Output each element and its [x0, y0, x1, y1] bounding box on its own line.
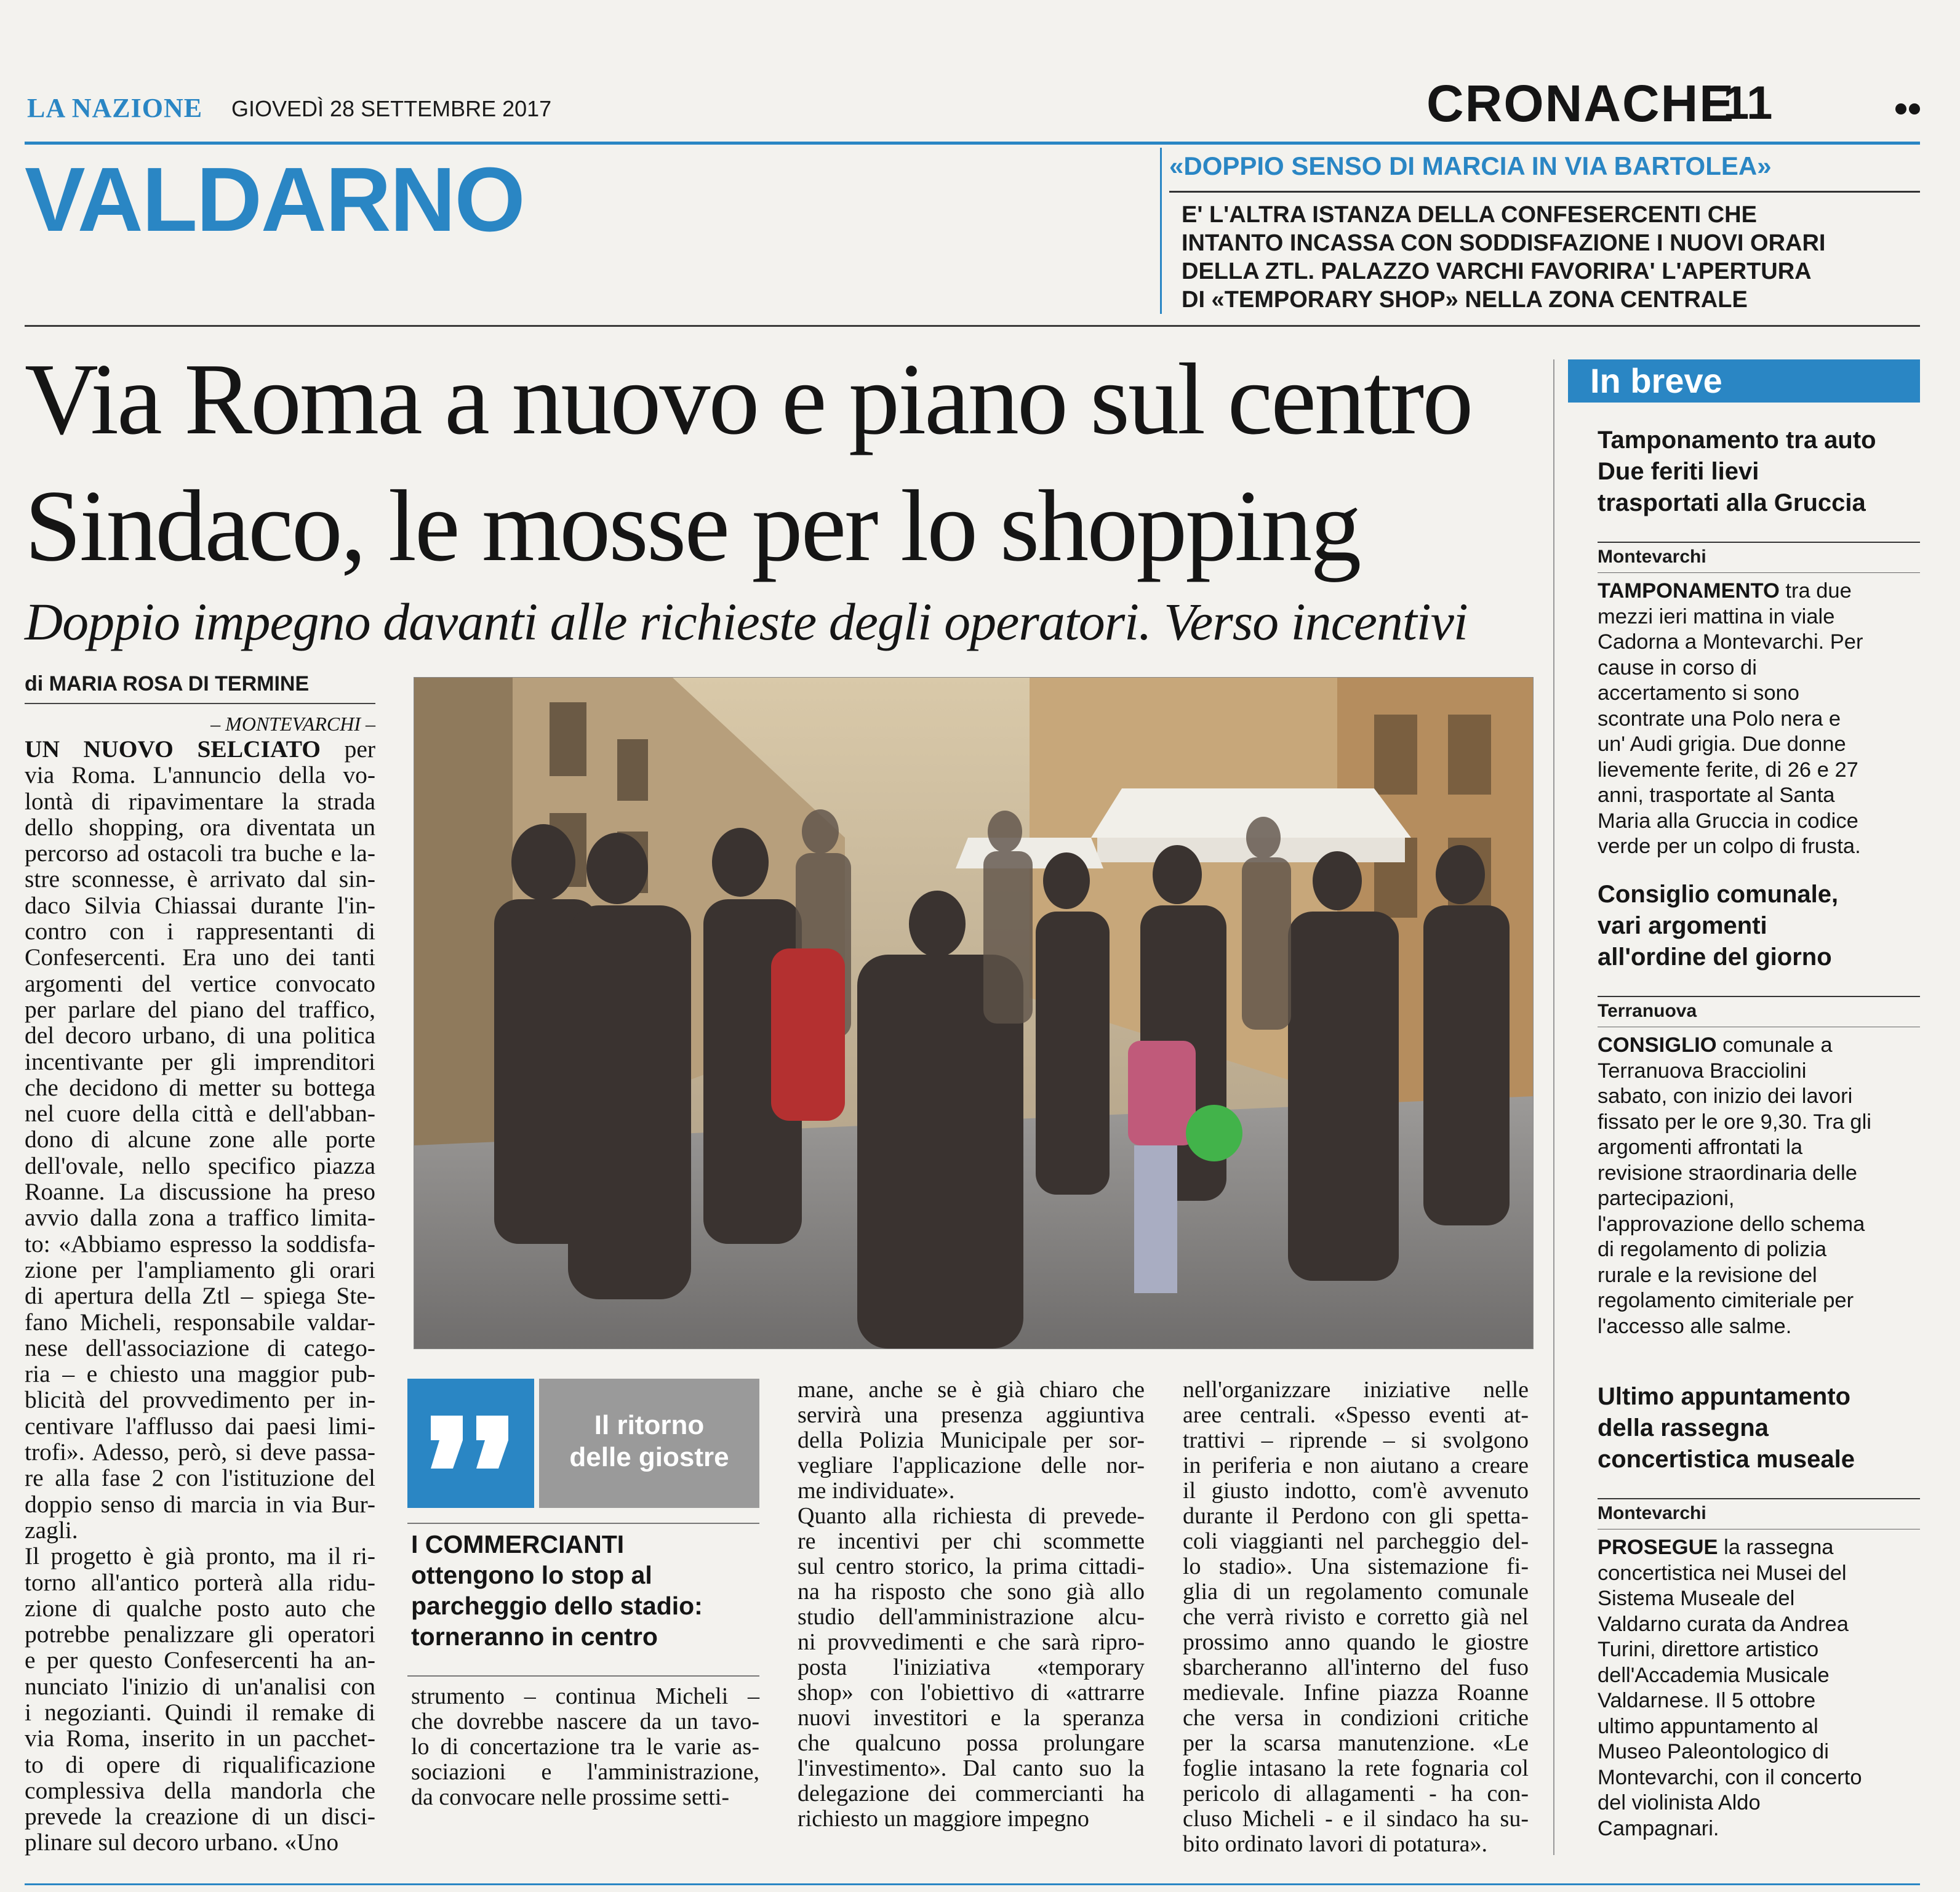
body-line: Maria alla Gruccia in codice	[1598, 809, 1858, 833]
quote-text-line: parcheggio dello stadio:	[411, 1592, 703, 1620]
text-line: Il progetto è già pronto, ma il ri-	[25, 1542, 375, 1570]
body-line: dell'Accademia Musicale	[1598, 1663, 1830, 1687]
byline-rule	[25, 703, 375, 704]
body-line: anni, trasportate al Santa	[1598, 784, 1835, 807]
body-line: regolamento cimiteriale per	[1598, 1289, 1854, 1312]
text-line: potrebbe penalizzare gli operatori	[25, 1621, 375, 1648]
article-column-4	[1183, 1377, 1529, 1857]
text-line: to: «Abbiamo espresso la soddisfa-	[25, 1230, 375, 1257]
inbreve-item-body	[1598, 579, 1920, 860]
quote-label-line: Il ritorno	[594, 1410, 705, 1440]
body-line: accertamento si sono	[1598, 681, 1799, 705]
text-line: della Polizia Municipale per sor-	[798, 1427, 1145, 1453]
inbreve-rule	[1598, 1498, 1920, 1499]
lead-words: CONSIGLIO	[1598, 1033, 1717, 1057]
text-line: trattivi – riprende – si svolgono	[1183, 1427, 1529, 1453]
byline: di MARIA ROSA DI TERMINE	[25, 672, 310, 695]
text-line: stre sconnesse, è arrivato dal sin-	[25, 865, 375, 893]
text-line: mane, anche se è già chiaro che	[798, 1377, 1145, 1403]
title-line: della rassegna	[1598, 1414, 1769, 1441]
quote-rule-bottom	[407, 1675, 759, 1677]
body-line: lievemente ferite, di 26 e 27	[1598, 758, 1858, 782]
body-line: Montevarchi, con il concerto	[1598, 1765, 1862, 1789]
text-line: nell'organizzare iniziative nelle	[1183, 1377, 1529, 1403]
body-line: Terranuova Bracciolini	[1598, 1059, 1807, 1083]
text-line: incentivante per gli imprenditori	[25, 1048, 375, 1075]
text-line: durante il Perdono con gli spetta-	[1183, 1503, 1529, 1529]
footer-rule	[25, 1883, 1920, 1885]
text-line: blicità del provvedimento per in-	[25, 1386, 375, 1414]
text-line: zione per l'ampliamento gli orari	[25, 1256, 375, 1283]
street-photo	[414, 677, 1534, 1349]
text-line: me individuate».	[798, 1478, 955, 1504]
text-line: lo di concertazione tra le varie as-	[411, 1734, 759, 1760]
body-line: Valdarno curata da Andrea	[1598, 1612, 1849, 1636]
topbox-rule	[1169, 191, 1920, 193]
text-line: i negozianti. Quindi il remake di	[25, 1698, 375, 1726]
inbreve-rule	[1598, 572, 1920, 573]
lead-words: UN NUOVO SELCIATO	[25, 736, 321, 763]
inbreve-item-title	[1598, 425, 1920, 519]
text-line: posta l'iniziativa «temporary	[798, 1654, 1145, 1680]
text-line: to di opere di riqualificazione	[25, 1750, 375, 1778]
text-line: UN NUOVO SELCIATO per	[25, 736, 376, 763]
text-line: per parlare del piano del traffico,	[25, 995, 375, 1023]
text-line: zione di qualche posto auto che	[25, 1594, 375, 1622]
text-line: richiesto un maggiore impegno	[798, 1806, 1089, 1832]
text-line: strumento – continua Micheli –	[411, 1683, 759, 1709]
text-line: doppio senso di marcia in via Bur-	[25, 1490, 375, 1518]
newspaper-name: LA NAZIONE	[27, 93, 203, 123]
text-line: sbarcheranno all'interno del fuso	[1183, 1654, 1529, 1680]
text-line: del decoro urbano, di una politica	[25, 1022, 375, 1049]
text-line: plinare sul decoro urbano. «Uno	[25, 1829, 339, 1856]
lead-words: TAMPONAMENTO	[1598, 579, 1780, 603]
text-line: che versa in condizioni critiche	[1183, 1705, 1529, 1731]
text-line: vegliare l'applicazione delle nor-	[798, 1453, 1145, 1478]
quote-icon	[407, 1379, 534, 1508]
text-line: re alla fase 2 con l'istituzione del	[25, 1464, 375, 1492]
inbreve-rule	[1598, 542, 1920, 543]
topbox-title: «DOPPIO SENSO DI MARCIA IN VIA BARTOLEA»	[1169, 151, 1772, 180]
quote-marks-icon	[407, 1379, 534, 1508]
body-line: Campagnari.	[1598, 1816, 1719, 1840]
inbreve-item-body	[1598, 1535, 1920, 1842]
text-line: coli viaggianti nel parcheggio del-	[1183, 1528, 1529, 1554]
text-line: che dovrebbe nascere da un tavo-	[411, 1709, 759, 1734]
text-line: avvio dalla zona a traffico limita-	[25, 1204, 375, 1232]
body-line: TAMPONAMENTO tra due	[1598, 579, 1852, 603]
text-line: zagli.	[25, 1516, 78, 1544]
quote-text-line: ottengono lo stop al	[411, 1561, 652, 1589]
headline-line: Sindaco, le mosse per lo shopping	[25, 469, 1360, 582]
lead-words: PROSEGUE	[1598, 1536, 1718, 1559]
text-line: che qualcuno possa prolungare	[798, 1730, 1145, 1756]
title-line: Consiglio comunale,	[1598, 881, 1839, 908]
text-line: via Roma, inserito in un pacchet-	[25, 1725, 375, 1752]
text-line: nunciato l'inizio di un'analisi con	[25, 1672, 375, 1700]
text-line: nel cuore della città e dell'abban-	[25, 1100, 375, 1128]
body-line: scontrate una Polo nera e	[1598, 707, 1841, 731]
corner-dots-icon	[1895, 103, 1921, 117]
text-line: percorso ad ostacoli tra buche e la-	[25, 840, 375, 867]
quote-label	[539, 1379, 759, 1508]
topbox-body	[1182, 201, 1920, 314]
text-line: per la scarsa manutenzione. «Le	[1183, 1730, 1529, 1756]
inbreve-header: In breve	[1568, 359, 1920, 403]
inbreve-item-body	[1598, 1033, 1920, 1339]
text-line: via Roma. L'annuncio della vo-	[25, 761, 375, 789]
text-line: nuovi investitori e la speranza	[798, 1705, 1145, 1731]
text-line: prevede la creazione di un disci-	[25, 1803, 375, 1830]
inbreve-place: Montevarchi	[1598, 547, 1706, 567]
page-number: 11	[1723, 77, 1773, 129]
article-column-1	[25, 736, 375, 1856]
text-line: il giusto indotto, com'è avvenuto	[1183, 1478, 1529, 1504]
text-line: medievale. Infine piazza Roanne	[1183, 1680, 1529, 1706]
text-line: complessiva della mandorla che	[25, 1776, 375, 1804]
body-line: partecipazioni,	[1598, 1187, 1735, 1210]
title-line: concertistica museale	[1598, 1446, 1855, 1473]
quote-text	[411, 1529, 759, 1652]
quote-rule	[407, 1523, 759, 1524]
body-line: cause in corso di	[1598, 655, 1757, 679]
body-line: Cadorna a Montevarchi. Per	[1598, 630, 1863, 654]
text-line: dello shopping, ora diventata un	[25, 813, 375, 841]
body-line: l'approvazione dello schema	[1598, 1212, 1865, 1236]
issue-date: GIOVEDÌ 28 SETTEMBRE 2017	[231, 96, 552, 121]
text-line: centivare l'afflusso dai paesi limi-	[25, 1412, 375, 1440]
text-line: pericolo di allagamenti - ha con-	[1183, 1781, 1529, 1806]
article-column-2	[411, 1684, 759, 1810]
text-line: aree centrali. «Spesso eventi at-	[1183, 1402, 1529, 1428]
text-line: bito ordinato lavori di potatura».	[1183, 1831, 1487, 1857]
body-line: fissato per le ore 9,30. Tra gli	[1598, 1110, 1871, 1134]
text-line: che verrà rivisto e corretto già nel	[1183, 1604, 1529, 1630]
inbreve-rule	[1598, 996, 1920, 997]
body-line: CONSIGLIO comunale a	[1598, 1033, 1833, 1057]
text-line: e per questo Confesercenti ha an-	[25, 1646, 375, 1674]
headline-line: Via Roma a nuovo e piano sul centro	[25, 342, 1472, 455]
text-line: sul centro storico, la prima cittadi-	[798, 1553, 1145, 1579]
text-line: torno all'antico porterà alla ridu-	[25, 1568, 375, 1596]
text-line: che decidono di metter su bottega	[25, 1073, 375, 1101]
text-line: lontà di ripavimentare la strada	[25, 787, 375, 815]
topbox-divider	[1160, 148, 1162, 314]
topbox-line: INTANTO INCASSA CON SODDISFAZIONE I NUOVI ORARI	[1182, 230, 1826, 256]
section-name: CRONACHE	[1426, 74, 1735, 132]
text-line: argomenti del vertice convocato	[25, 969, 375, 997]
text-line: dono di alcune zone alle porte	[25, 1126, 375, 1153]
body-line: Sistema Museale del	[1598, 1587, 1795, 1610]
title-line: trasportati alla Gruccia	[1598, 489, 1866, 516]
title-line: Ultimo appuntamento	[1598, 1383, 1851, 1410]
text-line: l'investimento». Dal canto suo la	[798, 1755, 1145, 1781]
title-line: all'ordine del giorno	[1598, 944, 1832, 971]
dateline: – MONTEVARCHI –	[210, 713, 375, 735]
title-line: Due feriti lievi	[1598, 458, 1759, 485]
street-crowd-illustration	[414, 678, 1534, 1349]
text-line: delegazione dei commercianti ha	[798, 1781, 1145, 1806]
body-line: mezzi ieri mattina in viale	[1598, 604, 1835, 628]
body-line: l'accesso alle salme.	[1598, 1314, 1792, 1338]
text-line: studio dell'amministrazione alcu-	[798, 1604, 1145, 1630]
body-line: un' Audi grigia. Due donne	[1598, 732, 1846, 756]
text-line: sociazioni e l'amministrazione,	[411, 1759, 759, 1785]
text-line: prossimo anno quando le giostre	[1183, 1629, 1529, 1655]
text-line: shop» con l'obiettivo di «attrarre	[798, 1680, 1145, 1706]
text-line: trofi». Adesso, però, si deve passa-	[25, 1438, 375, 1466]
text-line: glia di un regolamento comunale	[1183, 1579, 1529, 1605]
text-line: daco Silvia Chiassai durante l'in-	[25, 891, 375, 919]
body-line: verde per un colpo di frusta.	[1598, 835, 1861, 858]
body-line: del violinista Aldo	[1598, 1791, 1761, 1814]
text-line: fano Micheli, responsabile valdar-	[25, 1308, 375, 1336]
topbox-line: DELLA ZTL. PALAZZO VARCHI FAVORIRA' L'APERTURA	[1182, 259, 1812, 284]
topbox-line: DI «TEMPORARY SHOP» NELLA ZONA CENTRALE	[1182, 287, 1748, 313]
text-line: Quanto alla richiesta di prevede-	[798, 1503, 1145, 1529]
header-rule	[25, 325, 1920, 327]
sidebar-divider	[1553, 359, 1554, 1855]
quote-text-line: torneranno in centro	[411, 1622, 658, 1651]
article-headline	[25, 335, 1538, 589]
body-line: sabato, con inizio dei lavori	[1598, 1084, 1853, 1108]
article-subhead: Doppio impegno davanti alle richieste degli operatori. Verso incentivi	[25, 592, 1468, 651]
body-line: ultimo appuntamento al	[1598, 1714, 1818, 1738]
region-title: VALDARNO	[25, 149, 524, 251]
text-line: di apertura della Ztl – spiega Ste-	[25, 1282, 375, 1310]
text-line: dell'ovale, nello specifico piazza	[25, 1152, 375, 1179]
text-line: servirà una presenza aggiuntiva	[798, 1402, 1145, 1428]
text-line: Confesercenti. Era uno dei tanti	[25, 944, 375, 971]
text-line: re incentivi per chi scommette	[798, 1528, 1145, 1554]
inbreve-item-title	[1598, 1381, 1920, 1475]
article-column-3	[798, 1377, 1145, 1832]
text-line: da convocare nelle prossime setti-	[411, 1784, 730, 1810]
text-line: foglie intasano la rete fognaria col	[1183, 1755, 1529, 1781]
text-line: na ha risposto che sono già allo	[798, 1579, 1145, 1605]
inbreve-place: Terranuova	[1598, 1001, 1697, 1021]
text-line: cluso Micheli - e il sindaco ha su-	[1183, 1806, 1529, 1832]
text-line: in periferia e non aiutano a creare	[1183, 1453, 1529, 1478]
text-line: nese dell'associazione di catego-	[25, 1334, 375, 1361]
text-line: contro con i rappresentanti di	[25, 918, 375, 945]
inbreve-item-title	[1598, 879, 1920, 973]
text-line: ria – e chiesto una maggior pub-	[25, 1360, 375, 1388]
text-line: lo stadio». Una sistemazione fi-	[1183, 1553, 1529, 1579]
body-line: Valdarnese. Il 5 ottobre	[1598, 1689, 1816, 1712]
quote-label-line: delle giostre	[569, 1442, 729, 1472]
body-line: PROSEGUE la rassegna	[1598, 1536, 1834, 1559]
quote-text-line: I COMMERCIANTI	[411, 1530, 625, 1558]
inbreve-place: Montevarchi	[1598, 1503, 1706, 1523]
body-line: argomenti affrontati la	[1598, 1136, 1803, 1159]
body-line: di regolamento di polizia	[1598, 1238, 1827, 1261]
body-line: rurale e la revisione del	[1598, 1263, 1817, 1287]
title-line: Tamponamento tra auto	[1598, 427, 1876, 454]
topbox-line: E' L'ALTRA ISTANZA DELLA CONFESERCENTI CHE	[1182, 202, 1757, 228]
title-line: vari argomenti	[1598, 912, 1767, 939]
body-line: Museo Paleontologico di	[1598, 1740, 1829, 1763]
masthead-rule	[25, 142, 1920, 145]
text-line: Roanne. La discussione ha preso	[25, 1178, 375, 1206]
body-line: revisione straordinaria delle	[1598, 1161, 1857, 1185]
body-line: concertistica nei Musei del	[1598, 1561, 1847, 1585]
body-line: Turini, direttore artistico	[1598, 1638, 1819, 1661]
text-line: ni provvedimenti e che sarà ripro-	[798, 1629, 1145, 1655]
